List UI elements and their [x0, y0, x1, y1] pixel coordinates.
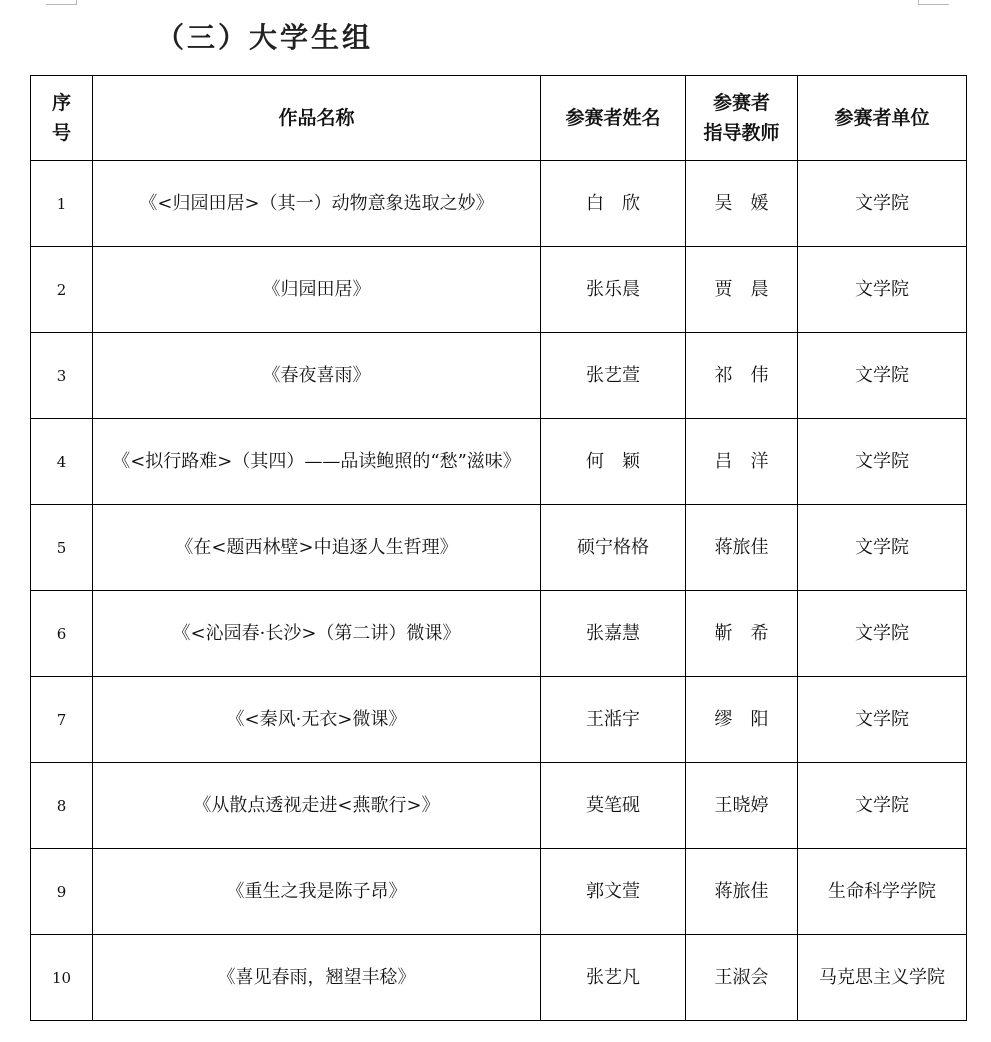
row-index: 8: [31, 763, 93, 849]
row-index: 2: [31, 247, 93, 333]
header-advisor-line2: 指导教师: [703, 122, 780, 144]
header-row: [31, 76, 967, 161]
table-row: [31, 333, 967, 419]
table-row: [31, 935, 967, 1021]
header-title: 作品名称: [93, 76, 541, 161]
header-advisor: [686, 76, 798, 161]
page-corner-mark-right: [918, 0, 949, 5]
row-advisor: 蒋旅佳: [686, 505, 798, 591]
row-unit: 文学院: [798, 247, 967, 333]
row-participant: 王湉宇: [541, 677, 686, 763]
row-title: 《从散点透视走进<燕歌行>》: [93, 763, 541, 849]
header-index: [31, 76, 93, 161]
table-row: [31, 419, 967, 505]
table-row: [31, 677, 967, 763]
row-unit: 文学院: [798, 677, 967, 763]
row-title: 《归园田居》: [93, 247, 541, 333]
row-index: 10: [31, 935, 93, 1021]
header-advisor-line1: 参赛者: [712, 92, 770, 114]
row-advisor: 缪 阳: [686, 677, 798, 763]
row-title: 《喜见春雨，翘望丰稔》: [93, 935, 541, 1021]
row-title: 《<拟行路难>（其四）——品读鲍照的“愁”滋味》: [93, 419, 541, 505]
row-participant: 莫笔砚: [541, 763, 686, 849]
row-index: 1: [31, 161, 93, 247]
award-table: [30, 75, 967, 1021]
row-participant: 张艺萱: [541, 333, 686, 419]
row-advisor: 靳 希: [686, 591, 798, 677]
header-participant: 参赛者姓名: [541, 76, 686, 161]
row-unit: 文学院: [798, 333, 967, 419]
table-row: [31, 849, 967, 935]
table-row: [31, 505, 967, 591]
row-unit: 马克思主义学院: [798, 935, 967, 1021]
row-index: 4: [31, 419, 93, 505]
section-title: （三）大学生组: [156, 21, 374, 54]
row-participant: 张艺凡: [541, 935, 686, 1021]
row-advisor: 贾 晨: [686, 247, 798, 333]
row-title: 《重生之我是陈子昂》: [93, 849, 541, 935]
row-title: 《<沁园春·长沙>（第二讲）微课》: [93, 591, 541, 677]
row-participant: 白 欣: [541, 161, 686, 247]
row-unit: 生命科学学院: [798, 849, 967, 935]
header-unit: 参赛者单位: [798, 76, 967, 161]
row-index: 9: [31, 849, 93, 935]
row-participant: 郭文萱: [541, 849, 686, 935]
table-row: [31, 591, 967, 677]
row-advisor: 王晓婷: [686, 763, 798, 849]
row-index: 6: [31, 591, 93, 677]
table-row: [31, 161, 967, 247]
page-corner-mark-left: [46, 0, 77, 5]
row-advisor: 蒋旅佳: [686, 849, 798, 935]
row-title: 《<归园田居>（其一）动物意象选取之妙》: [93, 161, 541, 247]
row-advisor: 王淑会: [686, 935, 798, 1021]
row-index: 7: [31, 677, 93, 763]
row-title: 《在<题西林壁>中追逐人生哲理》: [93, 505, 541, 591]
row-participant: 何 颖: [541, 419, 686, 505]
row-participant: 张乐晨: [541, 247, 686, 333]
row-title: 《<秦风·无衣>微课》: [93, 677, 541, 763]
row-title: 《春夜喜雨》: [93, 333, 541, 419]
table-row: [31, 763, 967, 849]
header-index-line1: 序: [51, 92, 71, 114]
row-unit: 文学院: [798, 591, 967, 677]
header-index-line2: 号: [51, 122, 71, 144]
row-advisor: 吕 洋: [686, 419, 798, 505]
row-unit: 文学院: [798, 763, 967, 849]
row-unit: 文学院: [798, 419, 967, 505]
row-participant: 硕宁格格: [541, 505, 686, 591]
table-row: [31, 247, 967, 333]
row-advisor: 吴 媛: [686, 161, 798, 247]
row-participant: 张嘉慧: [541, 591, 686, 677]
row-index: 5: [31, 505, 93, 591]
row-advisor: 祁 伟: [686, 333, 798, 419]
table-body: [31, 161, 967, 1021]
row-unit: 文学院: [798, 161, 967, 247]
row-index: 3: [31, 333, 93, 419]
table-header: [31, 76, 967, 161]
row-unit: 文学院: [798, 505, 967, 591]
